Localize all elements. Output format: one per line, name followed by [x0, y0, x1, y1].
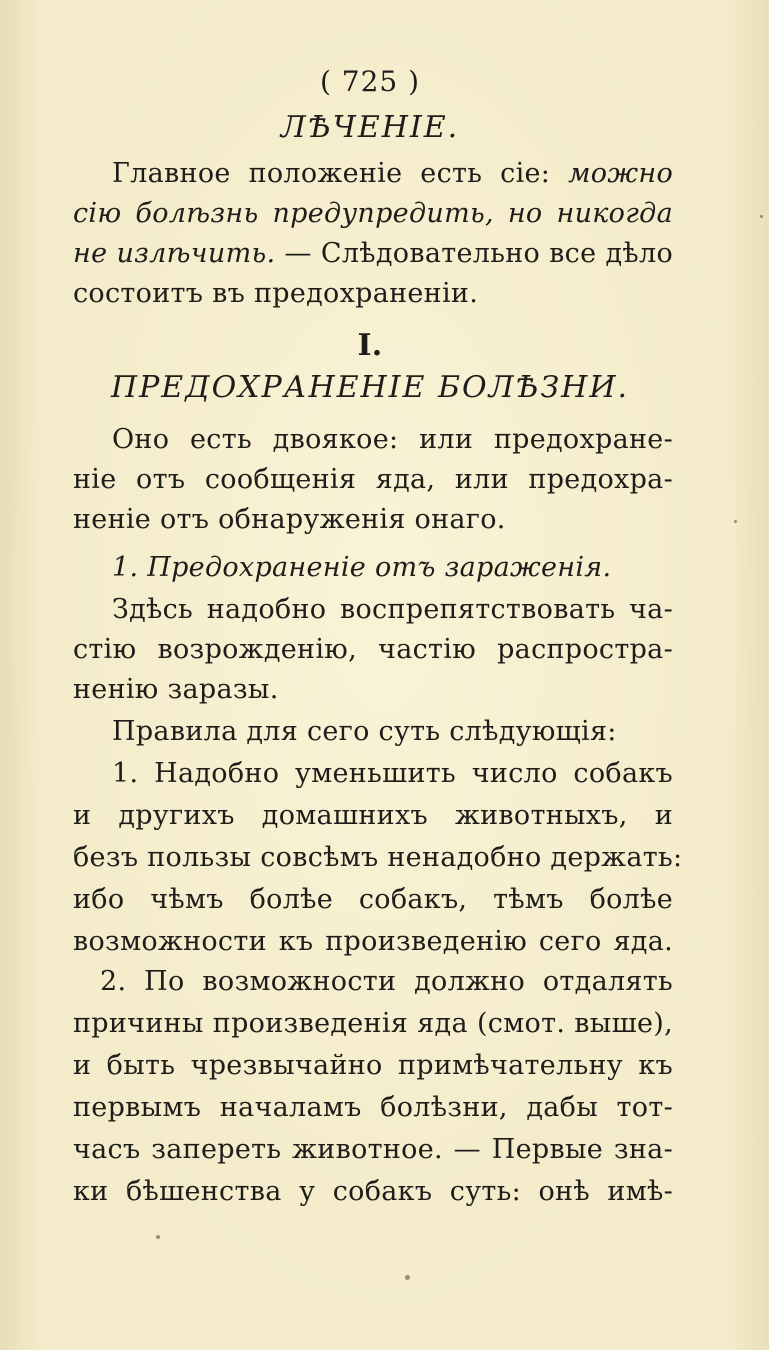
text-line: первымъ началамъ болѣзни, дабы тот-: [73, 1092, 673, 1123]
text-line: ибо чѣмъ болѣе собакъ, тѣмъ болѣе: [73, 884, 673, 915]
text-line: нiе отъ сообщенiя яда, или предохра-: [73, 464, 673, 495]
text-line: возможности къ произведенiю сего яда.: [73, 926, 673, 957]
text-run: Главное положенiе есть сiе:: [112, 158, 569, 189]
text-line: 2. По возможности должно отдалять: [100, 966, 673, 997]
roman-numeral: I.: [357, 328, 383, 363]
ink-speck: [760, 215, 763, 218]
text-run: — Слѣдовательно все дѣло: [275, 238, 673, 269]
subsection-title: 1. Предохраненiе отъ зараженiя.: [112, 552, 612, 583]
text-line: Здѣсь надобно воспрепятствовать ча-: [112, 594, 673, 625]
emphasis-text: можно: [568, 158, 673, 189]
text-line: ненiе отъ обнаруженiя онаго.: [73, 504, 506, 535]
rules-intro: Правила для сего суть слѣдующiя:: [112, 716, 617, 747]
text-line: [73, 238, 673, 270]
text-line: безъ пользы совсѣмъ ненадобно держать:: [73, 842, 683, 873]
text-line: 1. Надобно уменьшить число собакъ: [112, 758, 673, 789]
text-line: [112, 158, 673, 190]
text-line: ненiю заразы.: [73, 674, 279, 705]
page-number: ( 725 ): [319, 65, 421, 98]
text-line: ки бѣшенства у собакъ суть: онѣ имѣ-: [73, 1176, 673, 1207]
text-line: сiю болѣзнь предупредить, но никогда: [73, 198, 673, 229]
text-line: причины произведенiя яда (смот. выше),: [73, 1008, 673, 1039]
subheading: ПРЕДОХРАНЕНІЕ БОЛѢЗНИ.: [110, 370, 630, 405]
text-line: Оно есть двоякое: или предохране-: [112, 424, 673, 455]
text-line: стiю возрожденiю, частiю распростра-: [73, 634, 673, 665]
ink-speck: [405, 1275, 410, 1280]
ink-speck: [156, 1235, 160, 1239]
section-title: ЛѢЧЕНІЕ.: [280, 110, 460, 145]
text-line: и быть чрезвычайно примѣчательну къ: [73, 1050, 673, 1081]
emphasis-text: не излѣчить.: [73, 238, 276, 269]
text-line: часъ запереть животное. — Первые зна-: [73, 1134, 673, 1165]
text-line: состоитъ въ предохраненiи.: [73, 278, 479, 309]
ink-speck: [734, 520, 737, 523]
text-line: и другихъ домашнихъ животныхъ, и: [73, 800, 673, 831]
